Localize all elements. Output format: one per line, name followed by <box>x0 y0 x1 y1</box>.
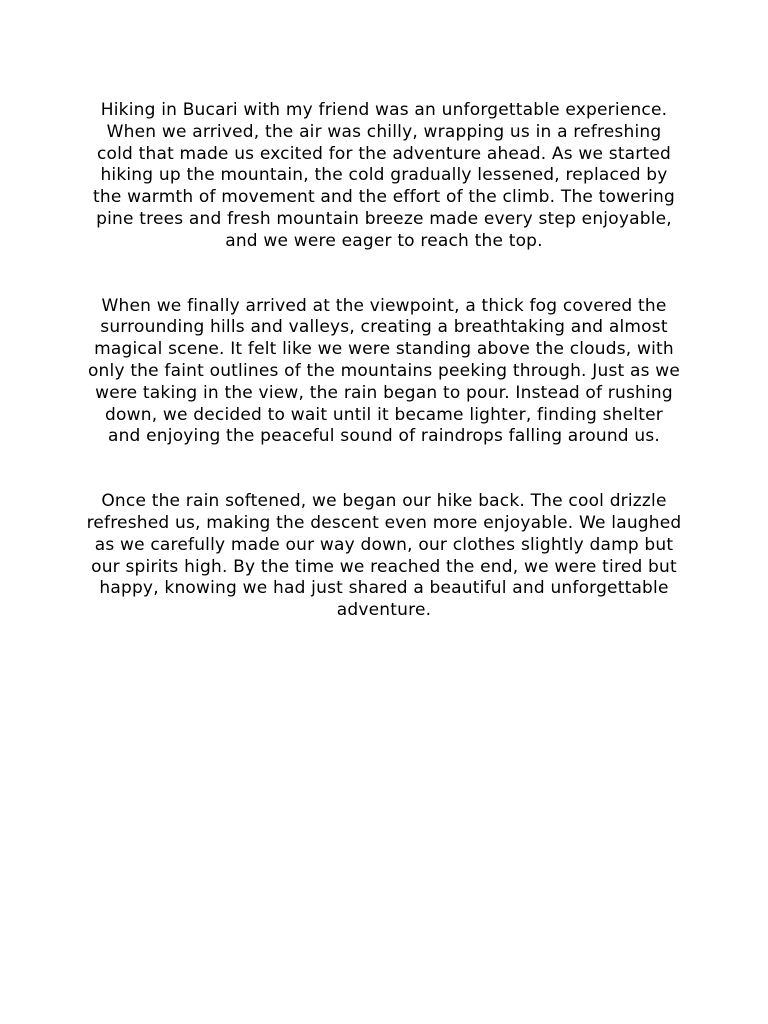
paragraph-arrival: Hiking in Bucari with my friend was an unforgettable experience. When we arrived, the air was chilly, wrapping us in a refreshing cold that made us excited for the adventure ahead. As we started hiking up the mountain, the cold gradually lessened, replaced by the warmth of movement and the effort of the climb. The towering pine trees and fresh mountain breeze made every step enjoyable, and we were eager to reach the top. <box>92 100 675 251</box>
document-body <box>86 100 682 622</box>
paragraph-viewpoint: When we finally arrived at the viewpoint, a thick fog covered the surrounding hills and valleys, creating a breathtaking and almost magical scene. It felt like we were standing above the clouds, with only the faint outlines of the mountains peeking through. Just as we were taking in the view, the rain began to pour. Instead of rushing down, we decided to wait until it became lighter, finding shelter and enjoying the peaceful sound of raindrops falling around us. <box>87 295 681 447</box>
paragraph-return: Once the rain softened, we began our hike back. The cool drizzle refreshed us, making the descent even more enjoyable. We laughed as we carefully made our way down, our clothes slightly damp but our spirits high. By the time we reached the end, we were tired but happy, knowing we had just shared a beautiful and unforgettable adventure. <box>86 491 682 621</box>
